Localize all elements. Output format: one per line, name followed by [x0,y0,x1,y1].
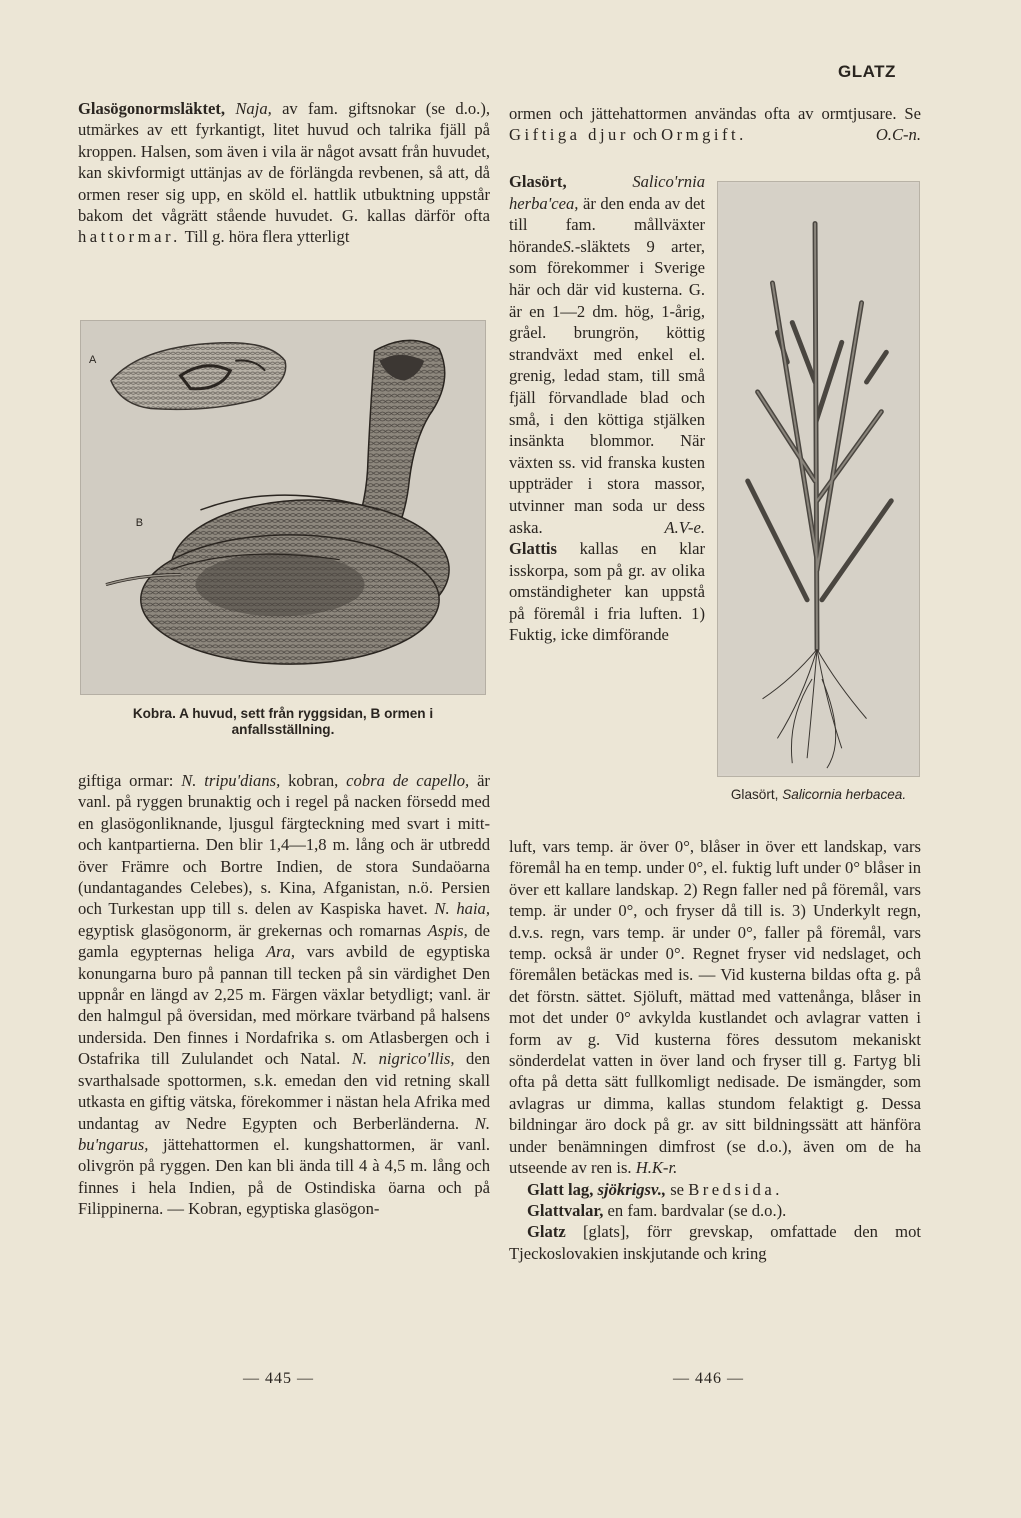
entry-glatz [509,1221,921,1264]
right-column-narrow [509,171,705,646]
latin-name: N. haia, [434,899,490,919]
running-head: GLATZ [838,62,896,81]
entry-text: är den enda av det till fam. mållväxter hörande [509,193,706,256]
entry-text: den svarthalsade spottormen, s.k. emedan den vid retning skall utkasta en giftig vätska, förekommer i nästan hela Afrika med undantag av Nedre Egypten och Berberländerna. [78,1049,491,1133]
entry-text: är vanl. på ryggen brunaktig och i regel på nacken försedd med en glasögonliknande, ljusgul färgteckning med svart i mitt- och kantpartierna. Den blir 1,4—1,8 m. lång och är utbredd över Främre och Bortre Indien, de stora Sundaöarna (undantagandes Celebes), s. Kina, Afganistan, n.ö. Persien och Turkestan upp till s. delen av Kaspiska havet. [78,771,490,919]
headword: Glasört, [509,172,567,191]
entry-text: och [633,125,658,145]
entry-text: en fam. bardvalar (se d.o.). [607,1200,787,1220]
glasort-illustration [717,181,920,777]
latin-name: N. tripu'dians, [181,771,281,790]
cobra-caption: Kobra. A huvud, sett från ryggsidan, B ormen i anfallsställning. [132,706,434,737]
figure-label-b: B [135,516,144,529]
entry-glattvalar [509,1200,921,1221]
latin-name: cobra de capello, [346,771,470,790]
latin-name: Naja, [235,99,272,118]
headword: Glattis [509,539,557,559]
entry-text: jättehattormen el. kungshattormen, är vanl. olivgrön på ryggen. Den kan bli ända till 4 à 4,5 m. lång och finnes i hela Indien, på de Ostindiska öarna och på Filippinerna. — Kobran, egyptiska glasögon- [78,1134,490,1219]
entry-text: luft, vars temp. är över 0°, blåser in över ett landskap, vars föremål ha en temp. under 0°, el. fuktig luft under 0° blåser in över ett kallare landskap. 2) Regn faller ned på föremål, vars temp. är under 0°, och fryser då till is. 3) Underkylt regn, d.v.s. regn, vars temp. är under 0°, faller på föremål, vars temp. också är under 0°. Regnet fryser vid nedslaget, och föremålen betäckas med is. — Vid kusterna bildas ofta g. på det förstn. sättet. Sjöluft, mättad med vattenånga, blåser in mot det under 0° avkylda kustlandet och avlagrar vatten i form av g. Vid kusterna föres dessutom mekaniskt sönderdelat vatten in över land och fryser till g. Fartyg bli ofta på detta sätt fullkomligt nedisade. De ismängder, som avlagras ur dimma, kallas stundom felaktigt g. Dessa bildningar äro dock på gr. av sitt bildningssätt att hänföra under benämningen dimfrost (se d.o.), även om de ha utseende av ren is. [509,837,921,1178]
left-column-top [78,98,490,248]
caption-latin: Salicornia herbacea. [782,787,907,802]
cross-reference: Bredsida. [688,1179,783,1199]
headword: Glatz [527,1222,566,1242]
entry-glasogonormslaktet [78,98,490,248]
entry-text: -släktets 9 arter, som förekommer i Sverige här och där vid kusterna. G. är en 1—2 dm. hög, 1-årig, gråel. brungrön, köttig strandväxt med enkel el. grenig, ledad stam, till små fjäll förvandlade blad och små, i den köttiga stjälken insänkta blommor. När växten ss. vid franska kusten uppträder i stora massor, utvinner man soda ur dess aska. [509,236,705,537]
author-signature: H.K-r. [635,1158,678,1178]
latin-name: S. [562,236,575,256]
entry-glasort [509,171,705,538]
right-column-bottom [509,836,921,1264]
latin-name: Salico'rnia herba'cea, [509,172,705,213]
entry-text: ormen och jättehattormen användas ofta av ormtjusare. Se [509,104,921,123]
entry-text: se [670,1179,685,1199]
entry-text: egyptisk glasögonorm, är grekernas och romarnas [78,920,422,940]
headword: Glattvalar, [527,1200,604,1220]
entry-text: [glats], förr grevskap, omfattade den mot Tjeckoslovakien inskjutande och kring [509,1222,921,1263]
latin-name: Aspis, [427,920,468,940]
spaced-term: hattormar. [78,227,181,247]
headword: Glasögonormsläktet, [78,99,226,118]
entry-continuation-right [509,103,921,146]
entry-text: kobran, [288,771,339,790]
figure-label-a: A [89,353,97,366]
cobra-illustration [80,320,486,695]
entry-text: Till g. höra flera ytterligt [184,227,350,247]
entry-text: av fam. giftsnokar (se d.o.), utmärkes av ett fyrkantigt, litet huvud och talrika fjäll på kroppen. Halsen, som även i vila är något avsatt från huvudet, kan skivformigt uttänjas av de förlängda revbenen, så att, då ormen reser sig upp, en sköld el. hattlik utbuktning uppstår bakom det vågrätt stående huvudet. G. kallas därför ofta [78,99,491,226]
right-column-top [509,103,921,146]
latin-name: N. bu'ngarus, [78,1113,490,1154]
entry-text: giftiga ormar: [78,771,174,790]
page-number-left: — 445 — [243,1370,314,1387]
caption-name: Glasört, [730,787,779,802]
page-number-right: — 446 — [673,1370,744,1387]
entry-text: vars avbild de egyptiska konungarna buro på pannan till tecken på sin värdighet Den uppnår en längd av 2,25 m. Färgen växlar betydligt; vanl. är den halmgul på översidan, med mörkare tvärband på halsens undersida. Den finnes i Nordafrika s. om Atlasbergen och i Ostafrika till Zululandet och Natal. [78,942,490,1069]
glasort-plant-drawing [718,182,919,776]
latin-name: N. nigrico'llis, [351,1049,455,1069]
cobra-drawing [81,321,485,694]
entry-glattis [509,538,705,646]
entry-continuation [78,770,490,1220]
headword: Glatt lag, [527,1179,594,1199]
entry-glatt-lag [509,1179,921,1200]
glasort-caption [717,787,920,803]
left-column-bottom [78,770,490,1220]
author-signature: O.C-n. [875,125,921,145]
cross-reference: Ormgift. [661,125,747,145]
entry-text: kallas en klar isskorpa, som på gr. av olika omständigheter kan uppstå på föremål i fria luften. 1) Fuktig, icke dimförande [509,539,705,645]
entry-glattis-continuation [509,836,921,1179]
author-signature: A.V-e. [664,517,705,537]
cross-reference: Giftiga djur [509,125,629,145]
latin-name: Ara, [265,942,295,962]
entry-text: de gamla egypternas heliga [78,920,490,962]
subject-abbreviation: sjökrigsv., [597,1179,667,1199]
